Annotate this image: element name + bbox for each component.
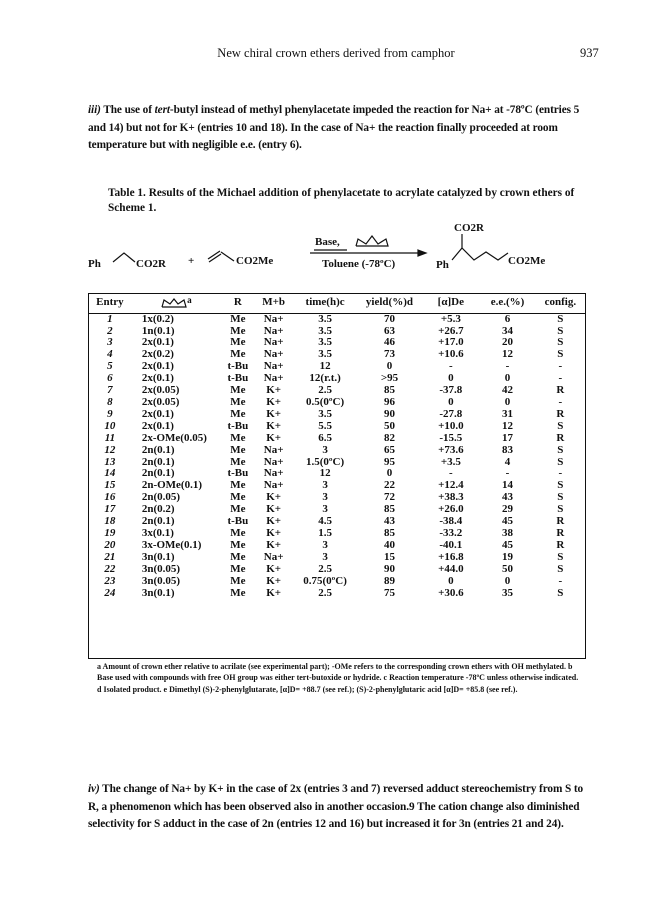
table-cell: 90 [383, 562, 395, 575]
table-cell: 0 [504, 372, 511, 385]
table-cell: 2.5 [318, 562, 332, 575]
table-cell: 90 [383, 407, 395, 420]
table-cell: Me [230, 407, 246, 420]
table-cell: 1n(0.1) [141, 324, 175, 337]
col-r: R [221, 293, 255, 313]
table-cell: 0 [504, 396, 511, 408]
table-cell: 85 [383, 503, 395, 516]
table-row [88, 576, 586, 588]
scheme-product-co2r: CO2R [454, 222, 484, 234]
table-cell: +26.0 [438, 503, 464, 516]
results-table [88, 293, 586, 599]
table-cell: 0 [448, 372, 454, 385]
table-cell: - [505, 360, 510, 373]
table-cell: 6 [504, 312, 511, 325]
table-cell: 3.5 [318, 348, 332, 361]
scheme-co2me: CO2Me [236, 255, 274, 267]
running-title: New chiral crown ethers derived from camphor [217, 46, 455, 60]
table-cell: +17.0 [438, 336, 464, 349]
table-cell: Na+ [263, 550, 284, 563]
table-cell: - [505, 467, 510, 480]
caption-label: Table 1. [108, 187, 146, 199]
table-cell: 2n(0.2) [141, 503, 175, 516]
table-cell: 2n(0.1) [141, 515, 175, 528]
table-cell: 2.5 [318, 586, 332, 599]
table-cell: K+ [266, 503, 282, 516]
table-cell: -33.2 [439, 526, 463, 539]
table-cell: 8 [107, 396, 113, 408]
table-row [88, 540, 586, 552]
scheme-base: Base, [315, 236, 340, 248]
table-cell: 89 [383, 574, 395, 587]
table-cell: -15.5 [439, 431, 463, 444]
reaction-scheme [88, 222, 588, 292]
table-cell: 2x(0.05) [141, 384, 180, 397]
table-cell: 3n(0.05) [141, 574, 181, 587]
table-cell: 3 [322, 503, 328, 516]
table-cell: Na+ [263, 348, 284, 361]
table-cell: 0 [386, 467, 393, 480]
table-cell: 40 [383, 538, 395, 551]
table-cell: +10.6 [438, 348, 464, 361]
table-cell: 2n(0.1) [141, 443, 175, 456]
table-cell: 1 [107, 312, 113, 325]
table-cell: 1.5 [318, 526, 332, 539]
table-cell: 15 [383, 550, 395, 563]
table-cell: - [558, 467, 563, 480]
table-cell: 95 [383, 455, 395, 468]
table-cell: 85 [383, 526, 395, 539]
table-cell: Na+ [263, 336, 284, 349]
scheme-product-co2me: CO2Me [508, 255, 546, 267]
table-cell: K+ [266, 491, 282, 504]
table-cell: 11 [104, 431, 116, 444]
table-cell: K+ [266, 538, 282, 551]
table-cell: Na+ [263, 467, 284, 480]
table-cell: +73.6 [438, 443, 464, 456]
table-cell: Me [230, 324, 246, 337]
item-label: iii) [88, 104, 101, 116]
table-cell: 12(r.t.) [309, 372, 341, 385]
table-cell: 45 [502, 538, 513, 551]
table-cell: 1.5(0ºC) [306, 455, 345, 468]
table-cell: 3x(0.1) [141, 526, 174, 539]
table-cell: Me [230, 574, 246, 587]
table-cell: Me [230, 396, 246, 408]
table-header-row [88, 293, 586, 313]
table-cell: K+ [266, 515, 282, 528]
table-cell: 0.5(0ºC) [306, 396, 345, 408]
table-cell: 70 [383, 312, 395, 325]
table-cell: Me [230, 443, 246, 456]
table-cell: 20 [502, 336, 513, 349]
table-cell: K+ [266, 419, 282, 432]
table-cell: 31 [502, 407, 513, 420]
table-cell: 3 [322, 491, 328, 504]
table-cell: 10 [104, 419, 116, 432]
table-cell: 21 [104, 550, 116, 563]
table-cell: Me [230, 503, 246, 516]
table-cell: 0 [448, 574, 454, 587]
table-cell: 0 [504, 574, 511, 587]
table-cell: Na+ [263, 360, 284, 373]
table-cell: 24 [104, 586, 116, 599]
table-cell: 3 [107, 336, 113, 349]
table-cell: +10.0 [438, 419, 464, 432]
table-cell: Me [230, 479, 246, 492]
table-cell: 12 [104, 443, 116, 456]
table-cell: +30.6 [438, 586, 464, 599]
table-cell: +44.0 [438, 562, 464, 575]
table-cell: Me [230, 348, 246, 361]
caption-text: Results of the Michael addition of phenylacetate to acrylate catalyzed by crown ethers of Scheme 1. [108, 187, 575, 214]
table-cell: 3 [322, 538, 328, 551]
table-cell: 0.75(0ºC) [303, 574, 347, 587]
table-cell: 22 [104, 562, 116, 575]
col-entry: Entry [88, 293, 132, 313]
table-cell: 63 [383, 324, 395, 337]
col-yield: yield(%)d [358, 293, 422, 313]
table-row [88, 552, 586, 564]
table-cell: 18 [104, 515, 116, 528]
table-cell: R [556, 538, 565, 551]
table-cell: - [448, 360, 453, 373]
table-cell: 2n-OMe(0.1) [141, 479, 203, 492]
table-cell: - [448, 467, 453, 480]
table-cell: 85 [383, 384, 395, 397]
table-cell: 12 [319, 467, 331, 480]
table-cell: 2x(0.1) [141, 419, 174, 432]
table-cell: 35 [502, 586, 513, 599]
table-cell: -37.8 [439, 384, 463, 397]
table-cell: 43 [383, 515, 395, 528]
table-cell: S [557, 503, 564, 516]
table-cell: t-Bu [227, 467, 249, 480]
table-cell: 6.5 [318, 431, 332, 444]
table-cell: 2x(0.1) [141, 407, 174, 420]
table-cell: Na+ [263, 455, 284, 468]
table-cell: 14 [502, 479, 513, 492]
table-cell: 3n(0.05) [141, 562, 181, 575]
table-cell: Me [230, 550, 246, 563]
table-cell: K+ [266, 586, 282, 599]
table-cell: 0 [386, 360, 393, 373]
table-cell: 5 [107, 360, 113, 373]
table-cell: +38.3 [438, 491, 464, 504]
table-cell: 20 [104, 538, 116, 551]
table-cell: 3.5 [318, 336, 332, 349]
table-cell: 1x(0.2) [141, 312, 174, 325]
table-cell: 0 [448, 396, 454, 408]
table-cell: 82 [383, 431, 395, 444]
table-cell: R [556, 526, 565, 539]
table-cell: 2x(0.1) [141, 336, 174, 349]
crown-icon [161, 298, 187, 308]
table-cell: 22 [383, 479, 395, 492]
table-cell: 12 [502, 419, 513, 432]
table-cell: 3.5 [318, 324, 332, 337]
table-cell: 2x-OMe(0.05) [141, 431, 207, 444]
table-cell: +16.8 [438, 550, 464, 563]
table-cell: S [557, 312, 564, 325]
table-cell: S [557, 479, 564, 492]
table-cell: 73 [383, 348, 395, 361]
table-cell: 45 [502, 515, 513, 528]
table-row [88, 421, 586, 433]
table-cell: 13 [104, 455, 116, 468]
table-cell: 12 [502, 348, 513, 361]
table-cell: K+ [266, 562, 282, 575]
table-cell: 3.5 [318, 312, 332, 325]
table-cell: 2.5 [318, 384, 332, 397]
table-cell: 3 [322, 550, 328, 563]
table-cell: 43 [502, 491, 513, 504]
table-cell: 2x(0.05) [141, 396, 180, 408]
col-rotation: [α]De [421, 293, 480, 313]
table-cell: S [557, 550, 564, 563]
table-cell: S [557, 336, 564, 349]
table-cell: 34 [502, 324, 513, 337]
table-cell: Na+ [263, 312, 284, 325]
table-cell: +26.7 [438, 324, 464, 337]
table-cell: 2x(0.1) [141, 360, 174, 373]
table-cell: -38.4 [439, 515, 463, 528]
table-cell: 15 [104, 479, 116, 492]
table-cell: Me [230, 586, 246, 599]
table-cell: 19 [104, 526, 116, 539]
scheme-plus: + [188, 255, 195, 267]
table-cell: 2n(0.05) [141, 491, 181, 504]
table-cell: K+ [266, 526, 282, 539]
table-cell: Me [230, 491, 246, 504]
table-cell: 83 [502, 443, 513, 456]
table-cell: R [556, 384, 565, 397]
table-cell: 50 [502, 562, 513, 575]
table-cell: t-Bu [227, 372, 249, 385]
table-cell: S [557, 455, 564, 468]
table-row [88, 313, 586, 325]
table-cell: - [558, 360, 563, 373]
table-cell: K+ [266, 396, 282, 408]
table-row [88, 433, 586, 445]
page-number: 937 [580, 46, 599, 60]
table-row [88, 588, 586, 600]
table-cell: 2n(0.1) [141, 455, 175, 468]
table-cell: R [556, 431, 565, 444]
col-time: time(h)c [293, 293, 358, 313]
table-cell: 17 [502, 431, 513, 444]
table-cell: 9 [107, 407, 113, 420]
table-cell: 3n(0.1) [141, 550, 175, 563]
table-cell: 14 [104, 467, 116, 480]
col-metal: M+b [255, 293, 293, 313]
table-cell: S [557, 324, 564, 337]
table-cell: 3 [322, 443, 328, 456]
table-footnote: a Amount of crown ether relative to acrilate (see experimental part); -OMe refers to the corresponding crown ethers with OH methylated. b Base used with compounds with free OH group was either tert-butoxide or hydride. c Reaction temperature -78ºC unless otherwise indicated. d Isolated product. e Dimethyl (S)-2-phenylglutarate, [α]D= +88.7 (see ref.); (S)-2-phenylglutaric acid [α]D= +85.8 (see ref.). [97, 662, 579, 694]
item-label: iv) [88, 783, 100, 795]
table-cell: 96 [383, 396, 395, 408]
table-cell: 4 [107, 348, 113, 361]
table-cell: - [558, 574, 563, 587]
table-cell: 65 [383, 443, 395, 456]
scheme-ph: Ph [88, 258, 101, 270]
table-cell: 2x(0.1) [141, 372, 174, 385]
table-cell: -40.1 [439, 538, 463, 551]
table-cell: S [557, 562, 564, 575]
table-cell: Me [230, 526, 246, 539]
table-cell: 3.5 [318, 407, 332, 420]
table-cell: 17 [104, 503, 116, 516]
table-cell: Na+ [263, 479, 284, 492]
table-cell: - [558, 396, 563, 408]
scheme-co2r: CO2R [136, 258, 166, 270]
table-cell: 4 [504, 455, 511, 468]
table-cell: S [557, 491, 564, 504]
table-cell: 6 [107, 372, 113, 385]
table-cell: K+ [266, 407, 282, 420]
table-cell: 50 [383, 419, 395, 432]
table-cell: 5.5 [318, 419, 332, 432]
table-cell: 42 [502, 384, 513, 397]
table-cell: - [558, 372, 563, 385]
table-row [88, 564, 586, 576]
table-cell: >95 [380, 372, 399, 385]
table-cell: 2n(0.1) [141, 467, 175, 480]
table-cell: +3.5 [440, 455, 461, 468]
table-row [88, 445, 586, 457]
col-ee: e.e.(%) [480, 293, 534, 313]
table-cell: 2 [107, 324, 113, 337]
table-cell: 16 [104, 491, 116, 504]
table-cell: +5.3 [440, 312, 461, 325]
table-cell: t-Bu [227, 515, 249, 528]
table-cell: Me [230, 455, 246, 468]
scheme-conditions: Toluene (-78ºC) [322, 258, 396, 270]
table-cell: 2x(0.2) [141, 348, 174, 361]
table-cell: K+ [266, 574, 282, 587]
table-cell: K+ [266, 384, 282, 397]
table-cell: R [556, 515, 565, 528]
table-cell: 46 [383, 336, 395, 349]
table-cell: 3n(0.1) [141, 586, 175, 599]
table-cell: Me [230, 431, 246, 444]
table-cell: 12 [319, 360, 331, 373]
table-cell: Na+ [263, 324, 284, 337]
table-body [88, 313, 586, 599]
table-cell: t-Bu [227, 360, 249, 373]
table-cell: 3 [322, 479, 328, 492]
table-cell: S [557, 348, 564, 361]
paragraph-iv: iv) The change of Na+ by K+ in the case of 2x (entries 3 and 7) reversed adduct stereochemistry from S to R, a phenomenon which has been observed also in another occasion.9 The cation change also diminished selectivity for S adduct in the case of 2n (entries 12 and 16) but increased it for 3n (entries 21 and 24). [88, 783, 584, 830]
table-cell: S [557, 419, 564, 432]
table-cell: K+ [266, 431, 282, 444]
table-cell: Me [230, 384, 246, 397]
table-cell: 75 [383, 586, 395, 599]
table-cell: S [557, 586, 564, 599]
table-cell: 38 [502, 526, 513, 539]
col-config: config. [535, 293, 586, 313]
table-cell: +12.4 [438, 479, 464, 492]
table-cell: 19 [502, 550, 513, 563]
table-cell: 72 [383, 491, 395, 504]
table-cell: R [556, 407, 565, 420]
table-cell: Na+ [263, 443, 284, 456]
table-cell: Na+ [263, 372, 284, 385]
table-cell: t-Bu [227, 419, 249, 432]
paragraph-iii: iii) The use of tert-butyl instead of methyl phenylacetate impeded the reaction for Na+ at -78ºC (entries 5 and 14) but not for K+ (entries 10 and 18). In the case of Na+ the reaction finally proceeded at room temperature but with negligible e.e. (entry 6). [88, 104, 580, 151]
table-cell: 3x-OMe(0.1) [141, 538, 202, 551]
table-cell: Me [230, 538, 246, 551]
table-cell: S [557, 443, 564, 456]
scheme-product-ph: Ph [436, 259, 449, 271]
table-cell: 29 [502, 503, 513, 516]
table-cell: Me [230, 312, 246, 325]
table-cell: Me [230, 336, 246, 349]
table-caption [108, 186, 578, 215]
table-cell: 4.5 [318, 515, 332, 528]
table-cell: 7 [107, 384, 113, 397]
table-cell: 23 [104, 574, 116, 587]
table-cell: -27.8 [439, 407, 463, 420]
col-crown: a [132, 293, 221, 313]
table-cell: Me [230, 562, 246, 575]
